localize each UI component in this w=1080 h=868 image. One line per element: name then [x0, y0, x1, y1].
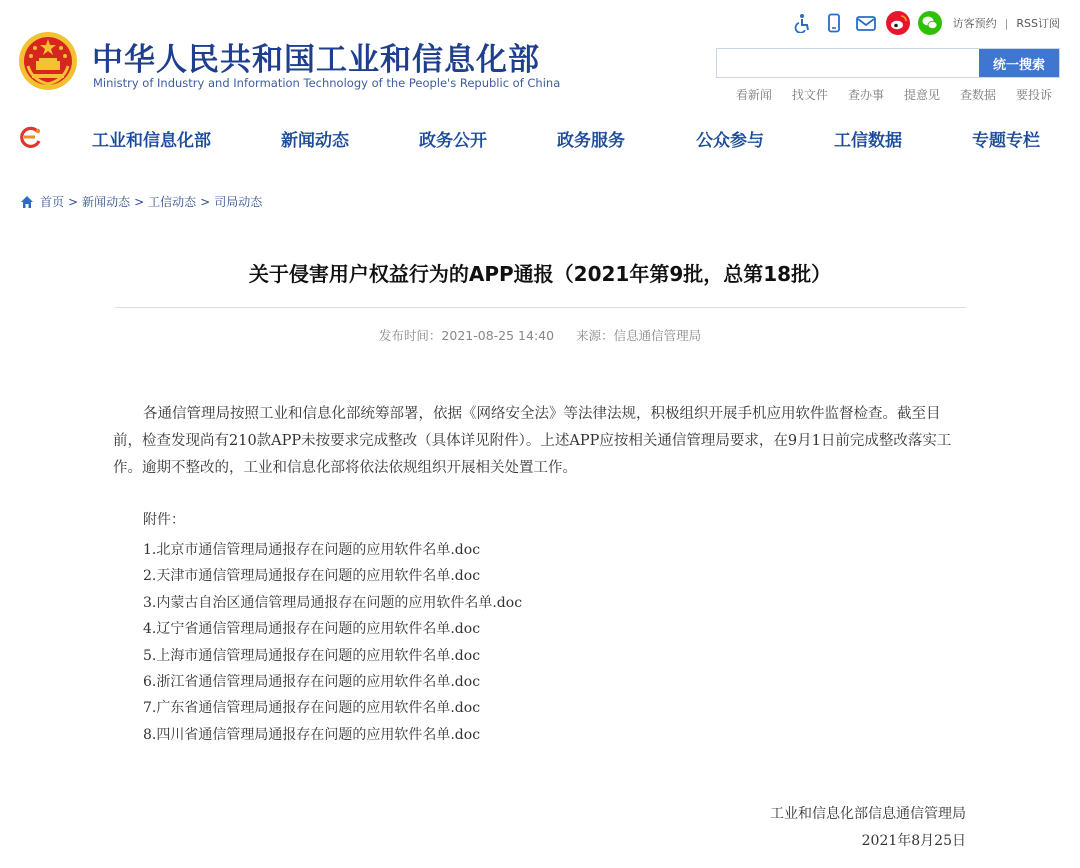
rss-link[interactable]: RSS订阅 [1016, 17, 1060, 30]
attachment-link[interactable]: 6.浙江省通信管理局通报存在问题的应用软件名单.doc [143, 674, 481, 691]
quick-link-services[interactable]: 查办事 [847, 88, 884, 102]
mail-icon[interactable] [853, 10, 879, 36]
quick-link-feedback[interactable]: 提意见 [903, 88, 940, 102]
site-header [0, 0, 1080, 110]
quick-links [716, 86, 1052, 103]
ministry-logo-icon[interactable] [18, 126, 42, 148]
nav-item-ministry[interactable]: 工业和信息化部 [92, 131, 211, 151]
nav-item-government-affairs[interactable]: 政务公开 [419, 131, 487, 151]
search-button[interactable]: 统一搜索 [979, 49, 1059, 77]
signature-date: 2021年8月25日 [861, 833, 966, 849]
breadcrumb [20, 193, 262, 210]
attachment-link[interactable]: 4.辽宁省通信管理局通报存在问题的应用软件名单.doc [143, 621, 481, 638]
attachment-link[interactable]: 7.广东省通信管理局通报存在问题的应用软件名单.doc [143, 700, 481, 717]
wechat-icon[interactable] [917, 10, 943, 36]
attachment-link[interactable]: 1.北京市通信管理局通报存在问题的应用软件名单.doc [143, 542, 481, 558]
weibo-icon[interactable] [885, 10, 911, 36]
site-title[interactable]: 中华人民共和国工业和信息化部 [92, 42, 540, 78]
nav-item-special-topics[interactable]: 专题专栏 [972, 131, 1040, 151]
nav-item-public-participation[interactable]: 公众参与 [696, 131, 764, 151]
article-meta [0, 326, 1080, 344]
breadcrumb-home[interactable]: 首页 [40, 195, 65, 209]
quick-link-complaint[interactable]: 要投诉 [1015, 88, 1052, 102]
national-emblem-icon[interactable] [18, 30, 78, 92]
home-icon[interactable] [20, 195, 34, 209]
breadcrumb-separator: > [200, 194, 211, 209]
breadcrumb-separator: > [134, 194, 145, 209]
visitor-booking-link[interactable]: 访客预约 [952, 17, 997, 30]
title-divider [115, 307, 966, 308]
search-input[interactable] [717, 49, 979, 77]
attachments-label: 附件： [143, 512, 185, 528]
attachment-link[interactable]: 8.四川省通信管理局通报存在问题的应用软件名单.doc [143, 726, 481, 743]
breadcrumb-news[interactable]: 新闻动态 [82, 195, 131, 209]
breadcrumb-industry-news[interactable]: 工信动态 [148, 195, 197, 209]
utility-bar [783, 10, 1060, 36]
attachment-link[interactable]: 3.内蒙古自治区通信管理局通报存在问题的应用软件名单.doc [143, 594, 523, 611]
signature-organization: 工业和信息化部信息通信管理局 [770, 806, 966, 822]
signature-block [770, 801, 966, 855]
site-subtitle: Ministry of Industry and Information Technology of the People's Republic of China [93, 76, 561, 90]
breadcrumb-department-news[interactable]: 司局动态 [214, 195, 263, 209]
quick-link-news[interactable]: 看新闻 [735, 88, 772, 102]
breadcrumb-separator: > [68, 194, 79, 209]
utility-separator: | [1004, 16, 1009, 30]
nav-item-government-services[interactable]: 政务服务 [557, 131, 625, 151]
article-source: 来源：信息通信管理局 [576, 328, 702, 343]
accessibility-icon[interactable] [789, 10, 815, 36]
article-title: 关于侵害用户权益行为的APP通报（2021年第9批，总第18批） [248, 262, 832, 286]
nav-item-news[interactable]: 新闻动态 [281, 131, 349, 151]
attachment-link[interactable]: 2.天津市通信管理局通报存在问题的应用软件名单.doc [143, 568, 481, 585]
publish-time: 发布时间：2021-08-25 14:40 [378, 328, 555, 343]
quick-link-documents[interactable]: 找文件 [791, 88, 828, 102]
mobile-icon[interactable] [821, 10, 847, 36]
search-box [716, 48, 1060, 78]
attachments-list [143, 537, 522, 748]
attachment-link[interactable]: 5.上海市通信管理局通报存在问题的应用软件名单.doc [143, 647, 481, 664]
article-body: 各通信管理局按照工业和信息化部统筹部署，依据《网络安全法》等法律法规，积极组织开展手机应用软件监督检查。截至目前，检查发现尚有210款APP未按要求完成整改（具体详见附件）。上述APP应按相关通信管理局要求，在9月1日前完成整改落实工作。逾期不整改的，工业和信息化部将依法依规组织开展相关处置工作。 [113, 406, 952, 476]
nav-item-data[interactable]: 工信数据 [834, 131, 902, 151]
quick-link-data[interactable]: 查数据 [959, 88, 996, 102]
main-nav [0, 118, 1080, 158]
